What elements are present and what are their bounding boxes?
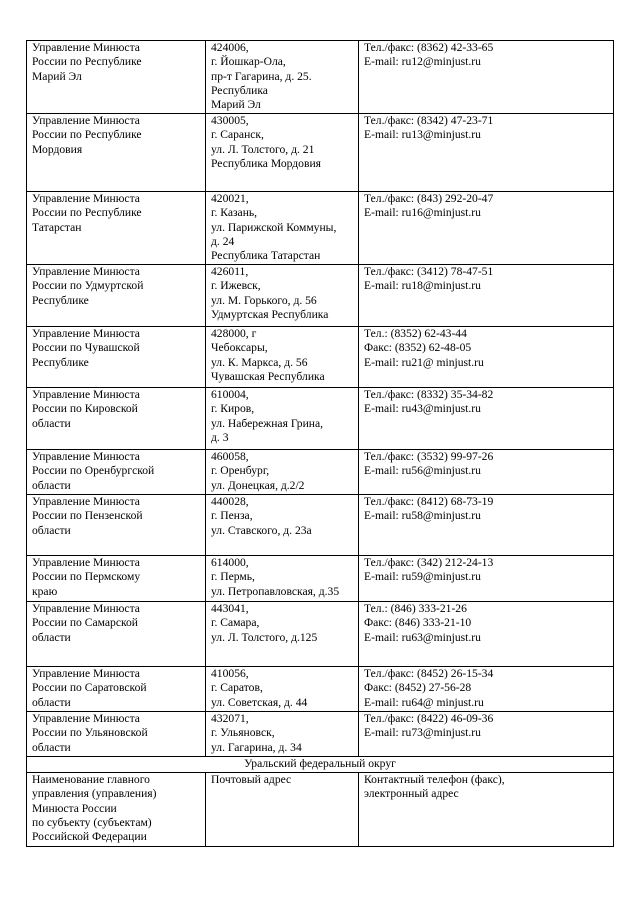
office-name-cell [27,602,206,667]
cell-line: г. Самара, [211,616,260,630]
cell-line: 420021, [211,192,249,205]
table-row [27,265,614,327]
table-row [27,602,614,667]
cell-line: 428000, г [211,327,257,340]
cell-line: области [32,695,71,709]
cell-line: управления (управления) [32,787,157,801]
cell-line: Управление Минюста [32,114,140,127]
cell-line: Управление Минюста [32,602,140,615]
cell-line: России по Чувашской [32,341,140,355]
cell-line: Контактный телефон (факс), [364,773,505,786]
cell-line: E-mail: ru21@ minjust.ru [364,355,484,369]
cell-line: Тел./факс: (3412) 78-47-51 [364,265,494,278]
cell-line: г. Саранск, [211,128,264,142]
cell-line: России по Республике [32,55,142,69]
cell-line: Тел./факс: (3532) 99-97-26 [364,450,494,463]
table-row [27,192,614,265]
cell-line: ул. Петропавловская, д.35 [211,584,340,598]
cell-line: ул. Парижской Коммуны, [211,220,337,234]
contacts-cell [359,602,614,667]
cell-line: Факс: (846) 333-21-10 [364,616,472,630]
cell-line: 610004, [211,388,249,401]
cell-line: ул. Набережная Грина, [211,416,324,430]
cell-line: краю [32,584,58,598]
cell-line: Тел./факс: (8342) 47-23-71 [364,114,494,127]
cell-line: г. Саратов, [211,681,263,695]
office-name-cell [27,556,206,602]
cell-line: ул. Л. Толстого, д. 21 [211,142,315,156]
office-name-cell [27,265,206,327]
cell-line: Марий Эл [211,98,261,112]
cell-line: Управление Минюста [32,667,140,680]
table-row [27,667,614,712]
cell-line: ул. Гагарина, д. 34 [211,740,302,754]
cell-line: России по Саратовской [32,681,147,695]
contacts-cell [359,114,614,192]
cell-line: 614000, [211,556,249,569]
region-row [27,757,614,773]
cell-line: Чувашская Республика [211,369,325,383]
cell-line: России по Пензенской [32,509,143,523]
table-row [27,388,614,450]
contacts-cell [359,712,614,757]
cell-line: Тел.: (846) 333-21-26 [364,602,467,615]
cell-line: 460058, [211,450,249,463]
postal-address-cell [206,450,359,495]
cell-line: г. Йошкар-Ола, [211,55,286,69]
office-name-cell [27,450,206,495]
cell-line: E-mail: ru13@minjust.ru [364,128,481,142]
table-row [27,114,614,192]
header-name-cell [27,773,206,847]
contacts-cell [359,450,614,495]
cell-line: России по Ульяновской [32,726,148,740]
cell-line: г. Оренбург, [211,464,270,478]
cell-line: Тел./факс: (8332) 35-34-82 [364,388,494,401]
header-address-cell [206,773,359,847]
cell-line: д. 24 [211,234,235,248]
table-body [27,41,614,847]
cell-line: Марий Эл [32,69,82,83]
cell-line: Татарстан [32,220,82,234]
cell-line: Факс: (8352) 62-48-05 [364,341,472,355]
cell-line: E-mail: ru63@minjust.ru [364,630,481,644]
table-row [27,495,614,556]
cell-line: Наименование главного [32,773,150,786]
cell-line: Управление Минюста [32,265,140,278]
cell-line: Мордовия [32,142,83,156]
cell-line: электронный адрес [364,787,459,801]
cell-line: Тел./факс: (8412) 68-73-19 [364,495,494,508]
cell-line: ул. К. Маркса, д. 56 [211,355,308,369]
cell-line: Российской Федерации [32,830,147,844]
cell-line: 432071, [211,712,249,725]
cell-line: Почтовый адрес [211,773,292,786]
cell-line: области [32,416,71,430]
cell-line: E-mail: ru18@minjust.ru [364,279,481,293]
cell-line: Чебоксары, [211,341,268,355]
cell-line: по субъекту (субъектам) [32,815,152,829]
cell-line: 410056, [211,667,249,680]
cell-line: России по Самарской [32,616,139,630]
cell-line: Факс: (8452) 27-56-28 [364,681,472,695]
ministry-offices-table [26,40,614,847]
cell-line: E-mail: ru58@minjust.ru [364,509,481,523]
cell-line: ул. Ставского, д. 23а [211,523,312,537]
cell-line: 430005, [211,114,249,127]
cell-line: Управление Минюста [32,41,140,54]
cell-line: области [32,478,71,492]
cell-line: Управление Минюста [32,556,140,569]
cell-line: Тел.: (8352) 62-43-44 [364,327,467,340]
cell-line: г. Ижевск, [211,279,261,293]
cell-line: Республике [32,293,89,307]
cell-line: 424006, [211,41,249,54]
cell-line: E-mail: ru59@minjust.ru [364,570,481,584]
header-contacts-cell [359,773,614,847]
cell-line: России по Кировской [32,402,138,416]
cell-line: России по Республике [32,206,142,220]
postal-address-cell [206,192,359,265]
cell-line: E-mail: ru43@minjust.ru [364,402,481,416]
cell-line: Управление Минюста [32,327,140,340]
cell-line: г. Ульяновск, [211,726,275,740]
office-name-cell [27,712,206,757]
cell-line: E-mail: ru64@ minjust.ru [364,695,484,709]
cell-line: ул. Л. Толстого, д.125 [211,630,318,644]
postal-address-cell [206,41,359,114]
contacts-cell [359,667,614,712]
contacts-cell [359,556,614,602]
cell-line: России по Республике [32,128,142,142]
table-row [27,450,614,495]
table-row [27,556,614,602]
cell-line: 440028, [211,495,249,508]
cell-line: Управление Минюста [32,450,140,463]
postal-address-cell [206,265,359,327]
cell-line: Тел./факс: (843) 292-20-47 [364,192,494,205]
cell-line: ул. М. Горького, д. 56 [211,293,317,307]
contacts-cell [359,495,614,556]
office-name-cell [27,495,206,556]
cell-line: Тел./факс: (8452) 26-15-34 [364,667,494,680]
cell-line: 426011, [211,265,249,278]
contacts-cell [359,41,614,114]
contacts-cell [359,265,614,327]
postal-address-cell [206,712,359,757]
cell-line: России по Удмуртской [32,279,144,293]
cell-line: области [32,740,71,754]
cell-line: Удмуртская Республика [211,307,329,321]
office-name-cell [27,114,206,192]
office-name-cell [27,388,206,450]
cell-line: д. 3 [211,430,229,444]
cell-line: Тел./факс: (8422) 46-09-36 [364,712,494,725]
office-name-cell [27,667,206,712]
cell-line: E-mail: ru73@minjust.ru [364,726,481,740]
cell-line: области [32,630,71,644]
cell-line: Управление Минюста [32,192,140,205]
contacts-cell [359,388,614,450]
table-row [27,712,614,757]
cell-line: г. Казань, [211,206,258,220]
column-header-row [27,773,614,847]
cell-line: области [32,523,71,537]
cell-line: г. Киров, [211,402,255,416]
cell-line: ул. Донецкая, д.2/2 [211,478,305,492]
cell-line: России по Оренбургской [32,464,155,478]
table-row [27,327,614,388]
cell-line: Управление Минюста [32,495,140,508]
cell-line: России по Пермскому [32,570,141,584]
cell-line: 443041, [211,602,249,615]
office-name-cell [27,327,206,388]
postal-address-cell [206,667,359,712]
postal-address-cell [206,495,359,556]
cell-line: Республика Татарстан [211,249,321,263]
cell-line: Тел./факс: (8362) 42-33-65 [364,41,494,54]
contacts-cell [359,192,614,265]
cell-line: E-mail: ru16@minjust.ru [364,206,481,220]
cell-line: г. Пермь, [211,570,255,584]
cell-line: Республика Мордовия [211,156,321,170]
federal-district-heading: Уральский федеральный округ [27,757,614,773]
contacts-cell [359,327,614,388]
cell-line: Республике [32,355,89,369]
postal-address-cell [206,556,359,602]
cell-line: пр-т Гагарина, д. 25. [211,69,312,83]
cell-line: E-mail: ru12@minjust.ru [364,55,481,69]
postal-address-cell [206,602,359,667]
cell-line: Управление Минюста [32,388,140,401]
postal-address-cell [206,114,359,192]
cell-line: E-mail: ru56@minjust.ru [364,464,481,478]
table-row [27,41,614,114]
cell-line: ул. Советская, д. 44 [211,695,308,709]
cell-line: Минюста России [32,801,117,815]
office-name-cell [27,192,206,265]
cell-line: Управление Минюста [32,712,140,725]
cell-line: Республика [211,83,268,97]
cell-line: Тел./факс: (342) 212-24-13 [364,556,494,569]
postal-address-cell [206,327,359,388]
postal-address-cell [206,388,359,450]
office-name-cell [27,41,206,114]
cell-line: г. Пенза, [211,509,253,523]
